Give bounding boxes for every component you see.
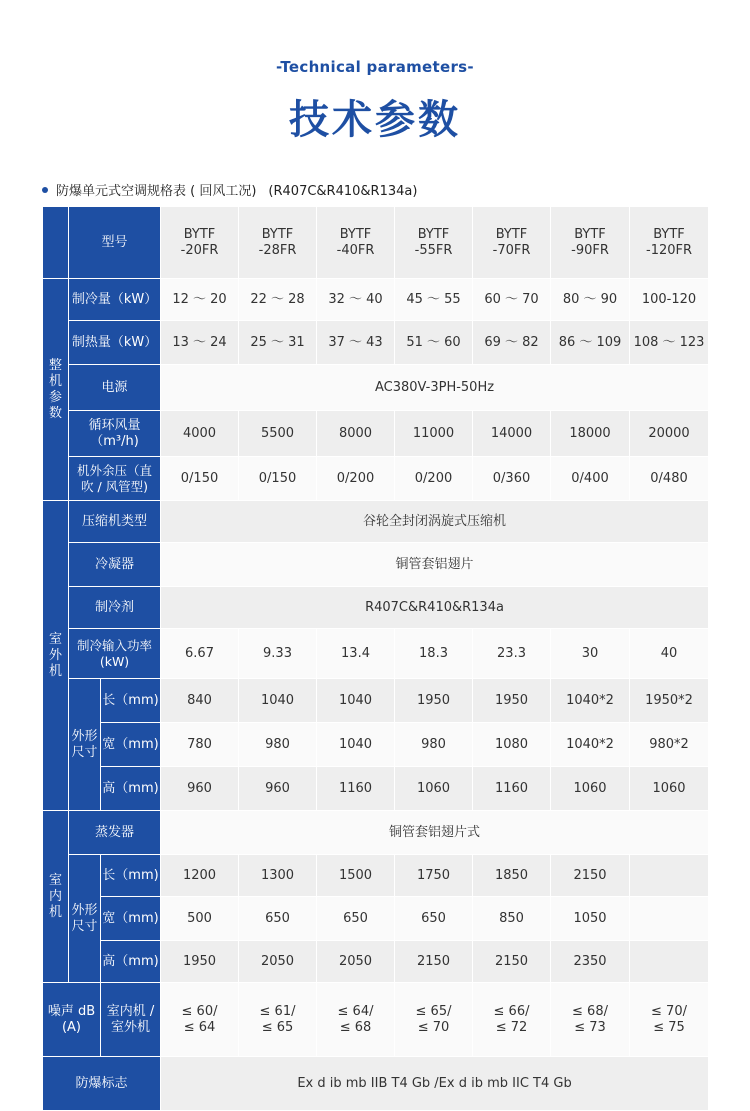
value-cell: 0/150 xyxy=(239,457,317,501)
value-cell: 1950 xyxy=(161,941,239,983)
row-label: 防爆标志 xyxy=(43,1057,161,1111)
value-cell: 45 ～ 55 xyxy=(395,279,473,321)
value-cell: 40 xyxy=(630,629,709,679)
value-cell: 500 xyxy=(161,897,239,941)
value-cell: 8000 xyxy=(317,411,395,457)
model-cell: BYTF -70FR xyxy=(473,207,551,279)
value-cell: 86 ～ 109 xyxy=(551,321,630,365)
value-cell-merged: 铜管套铝翅片 xyxy=(161,543,709,587)
row-label: 冷凝器 xyxy=(69,543,161,587)
value-cell: 980 xyxy=(395,723,473,767)
value-cell: 1040 xyxy=(317,723,395,767)
value-cell: 840 xyxy=(161,679,239,723)
row-label: 长（mm) xyxy=(101,855,161,897)
value-cell: 1040 xyxy=(317,679,395,723)
row-label: 制冷输入功率 (kW) xyxy=(69,629,161,679)
table-row xyxy=(43,207,709,279)
table-row xyxy=(43,279,709,321)
table-row xyxy=(43,629,709,679)
value-cell: 980*2 xyxy=(630,723,709,767)
row-label: 长（mm) xyxy=(101,679,161,723)
value-cell-merged: AC380V-3PH-50Hz xyxy=(161,365,709,411)
value-cell: 0/480 xyxy=(630,457,709,501)
value-cell: ≤ 68/ ≤ 73 xyxy=(551,983,630,1057)
value-cell: 2150 xyxy=(473,941,551,983)
row-label: 型号 xyxy=(69,207,161,279)
table-caption xyxy=(42,180,417,199)
value-cell: 18.3 xyxy=(395,629,473,679)
value-cell: 2050 xyxy=(239,941,317,983)
value-cell xyxy=(630,941,709,983)
value-cell: 0/400 xyxy=(551,457,630,501)
row-label: 制冷剂 xyxy=(69,587,161,629)
table-row xyxy=(43,457,709,501)
model-cell: BYTF -20FR xyxy=(161,207,239,279)
value-cell: 108 ～ 123 xyxy=(630,321,709,365)
value-cell: 1080 xyxy=(473,723,551,767)
value-cell: 650 xyxy=(395,897,473,941)
value-cell: ≤ 60/ ≤ 64 xyxy=(161,983,239,1057)
value-cell: 960 xyxy=(161,767,239,811)
value-cell-merged: 谷轮全封闭涡旋式压缩机 xyxy=(161,501,709,543)
value-cell: 4000 xyxy=(161,411,239,457)
table-row xyxy=(43,897,709,941)
row-label: 制冷量（kW） xyxy=(69,279,161,321)
value-cell: 25 ～ 31 xyxy=(239,321,317,365)
value-cell: 1750 xyxy=(395,855,473,897)
value-cell: 5500 xyxy=(239,411,317,457)
value-cell: 1300 xyxy=(239,855,317,897)
group-label: 室 内 机 xyxy=(43,811,69,983)
subgroup-label: 外形 尺寸 xyxy=(69,679,101,811)
value-cell: ≤ 66/ ≤ 72 xyxy=(473,983,551,1057)
value-cell: 960 xyxy=(239,767,317,811)
value-cell: 780 xyxy=(161,723,239,767)
row-label: 压缩机类型 xyxy=(69,501,161,543)
value-cell-merged: R407C&R410&R134a xyxy=(161,587,709,629)
model-cell: BYTF -90FR xyxy=(551,207,630,279)
group-blank xyxy=(43,207,69,279)
row-label: 循环风量 （m³/h) xyxy=(69,411,161,457)
table-row xyxy=(43,767,709,811)
value-cell: 20000 xyxy=(630,411,709,457)
row-label: 高（mm) xyxy=(101,941,161,983)
value-cell: ≤ 65/ ≤ 70 xyxy=(395,983,473,1057)
value-cell: 80 ～ 90 xyxy=(551,279,630,321)
section-subtitle: -Technical parameters- xyxy=(276,58,474,76)
table-row xyxy=(43,411,709,457)
row-label: 机外余压（直 吹 / 风管型) xyxy=(69,457,161,501)
value-cell: 13 ～ 24 xyxy=(161,321,239,365)
table-row xyxy=(43,941,709,983)
value-cell: 30 xyxy=(551,629,630,679)
value-cell: 1160 xyxy=(473,767,551,811)
spec-table xyxy=(42,206,709,1111)
value-cell: 1850 xyxy=(473,855,551,897)
value-cell: 12 ～ 20 xyxy=(161,279,239,321)
caption-refrigerants: (R407C&R410&R134a) xyxy=(268,184,418,199)
bullet-dot-icon xyxy=(42,187,48,193)
row-label: 电源 xyxy=(69,365,161,411)
value-cell: 32 ～ 40 xyxy=(317,279,395,321)
model-cell: BYTF -40FR xyxy=(317,207,395,279)
value-cell: 0/200 xyxy=(395,457,473,501)
value-cell: 1050 xyxy=(551,897,630,941)
row-label: 宽（mm) xyxy=(101,723,161,767)
value-cell: 1040 xyxy=(239,679,317,723)
value-cell: 51 ～ 60 xyxy=(395,321,473,365)
value-cell: 0/360 xyxy=(473,457,551,501)
value-cell: 6.67 xyxy=(161,629,239,679)
value-cell: 1040*2 xyxy=(551,723,630,767)
value-cell xyxy=(630,855,709,897)
table-row xyxy=(43,365,709,411)
row-label: 蒸发器 xyxy=(69,811,161,855)
value-cell: ≤ 61/ ≤ 65 xyxy=(239,983,317,1057)
value-cell: 0/200 xyxy=(317,457,395,501)
value-cell: 1060 xyxy=(395,767,473,811)
table-row xyxy=(43,679,709,723)
table-row xyxy=(43,1057,709,1111)
value-cell: 14000 xyxy=(473,411,551,457)
value-cell-merged: Ex d ib mb IIB T4 Gb /Ex d ib mb IIC T4 Gb xyxy=(161,1057,709,1111)
model-cell: BYTF -28FR xyxy=(239,207,317,279)
table-row xyxy=(43,321,709,365)
value-cell: 2050 xyxy=(317,941,395,983)
table-row xyxy=(43,587,709,629)
row-label: 高（mm) xyxy=(101,767,161,811)
row-label: 室内机 / 室外机 xyxy=(101,983,161,1057)
value-cell: 1160 xyxy=(317,767,395,811)
value-cell-merged: 铜管套铝翅片式 xyxy=(161,811,709,855)
value-cell: 60 ～ 70 xyxy=(473,279,551,321)
value-cell: 22 ～ 28 xyxy=(239,279,317,321)
table-row xyxy=(43,811,709,855)
value-cell: 1950 xyxy=(395,679,473,723)
value-cell: 980 xyxy=(239,723,317,767)
value-cell: 0/150 xyxy=(161,457,239,501)
value-cell: 13.4 xyxy=(317,629,395,679)
value-cell: 69 ～ 82 xyxy=(473,321,551,365)
value-cell xyxy=(630,897,709,941)
value-cell: 11000 xyxy=(395,411,473,457)
value-cell: 23.3 xyxy=(473,629,551,679)
model-cell: BYTF -120FR xyxy=(630,207,709,279)
value-cell: 18000 xyxy=(551,411,630,457)
value-cell: 650 xyxy=(239,897,317,941)
value-cell: ≤ 70/ ≤ 75 xyxy=(630,983,709,1057)
table-row xyxy=(43,983,709,1057)
value-cell: 1060 xyxy=(630,767,709,811)
group-label: 室 外 机 xyxy=(43,501,69,811)
value-cell: 650 xyxy=(317,897,395,941)
model-cell: BYTF -55FR xyxy=(395,207,473,279)
value-cell: 1950 xyxy=(473,679,551,723)
value-cell: 1040*2 xyxy=(551,679,630,723)
row-label: 宽（mm) xyxy=(101,897,161,941)
table-row xyxy=(43,855,709,897)
table-row xyxy=(43,543,709,587)
group-label: 噪声 dB (A) xyxy=(43,983,101,1057)
table-row xyxy=(43,501,709,543)
value-cell: 1200 xyxy=(161,855,239,897)
value-cell: 100-120 xyxy=(630,279,709,321)
value-cell: 2150 xyxy=(395,941,473,983)
subgroup-label: 外形 尺寸 xyxy=(69,855,101,983)
table-row xyxy=(43,723,709,767)
value-cell: 37 ～ 43 xyxy=(317,321,395,365)
value-cell: 9.33 xyxy=(239,629,317,679)
caption-text: 防爆单元式空调规格表 ( 回风工况) xyxy=(56,184,257,199)
value-cell: ≤ 64/ ≤ 68 xyxy=(317,983,395,1057)
value-cell: 1060 xyxy=(551,767,630,811)
group-label: 整 机 参 数 xyxy=(43,279,69,501)
value-cell: 1500 xyxy=(317,855,395,897)
value-cell: 2350 xyxy=(551,941,630,983)
value-cell: 1950*2 xyxy=(630,679,709,723)
value-cell: 850 xyxy=(473,897,551,941)
row-label: 制热量（kW） xyxy=(69,321,161,365)
page-title: 技术参数 xyxy=(289,97,461,143)
value-cell: 2150 xyxy=(551,855,630,897)
